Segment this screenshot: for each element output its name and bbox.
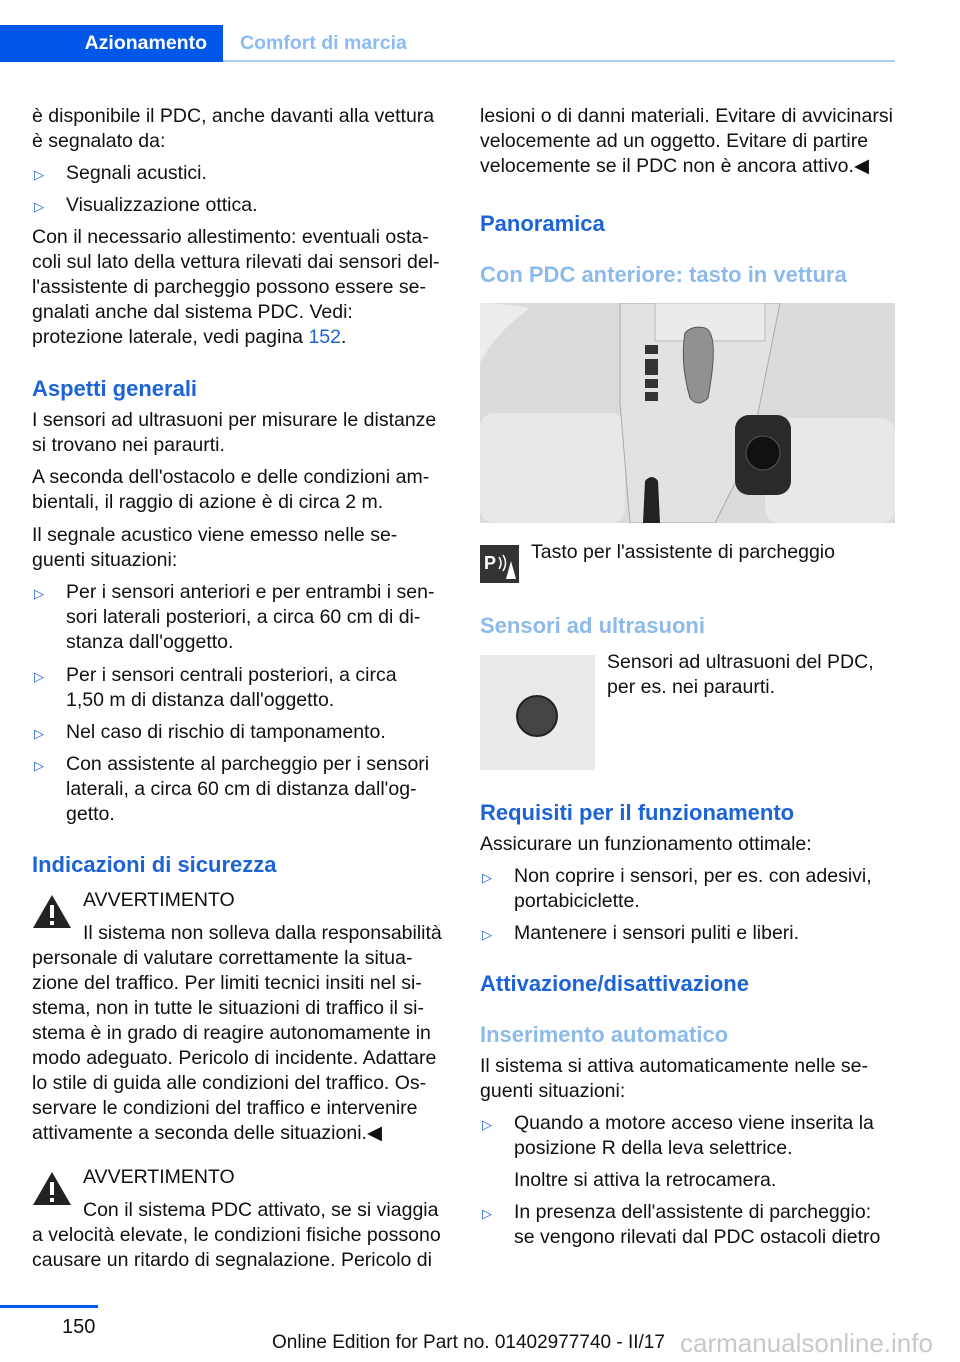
bullet-icon: ▷ (34, 669, 44, 684)
console-illustration (480, 303, 895, 523)
page-number: 150 (62, 1316, 96, 1338)
paragraph: I sensori ad ultrasuoni per misurare le distanze si trovano nei paraurti. (32, 409, 437, 456)
warning-text: Con il sistema PDC attivato, se si viaggia (83, 1199, 439, 1221)
ultrasonic-sensor-image (480, 655, 595, 770)
bullet-icon: ▷ (34, 167, 44, 182)
paragraph: Assicurare un funzionamento ottimale: (480, 833, 812, 855)
paragraph: Sensori ad ultrasuoni del PDC, per es. nei paraurti. (607, 651, 874, 698)
warning-text: Il sistema non solleva dalla responsabilità (83, 922, 442, 944)
bullet-icon: ▷ (34, 586, 44, 601)
watermark: carmanualsonline.info (680, 1328, 933, 1358)
paragraph: è disponibile il PDC, anche davanti alla vettura è segnalato da: (32, 105, 435, 152)
bullet-icon: ▷ (482, 1206, 492, 1221)
edition-info: Online Edition for Part no. 01402977740 - II/17 (272, 1332, 665, 1353)
heading-inserimento-automatico: Inserimento automatico (480, 1022, 729, 1047)
list-item: In presenza dell'assistente di parcheggio: se vengono rilevati dal PDC ostacoli dietro (514, 1201, 881, 1248)
list-item: Segnali acustici. (66, 162, 207, 184)
bullet-icon: ▷ (482, 927, 492, 942)
paragraph: Il segnale acustico viene emesso nelle se- guenti situazioni: (32, 524, 398, 571)
heading-sensori-ad-ultrasuoni: Sensori ad ultrasuoni (480, 613, 705, 638)
warning-title: AVVERTIMENTO (83, 889, 235, 911)
warning-text: personale di valutare correttamente la situa- zione del traffico. Per limiti tecnici insiti nel si- stema, non in tutte le situazioni di traffico il si- stema è in grado di reagire autonomamente in modo adeguato. Pericolo di incidente. Adattare lo stile di guida alle condizioni del traffico. Os- servare le condizioni del traffico e intervenire attivamente a seconda delle situazioni.◀ (32, 947, 437, 1144)
image-caption: Tasto per l'assistente di parcheggio (531, 541, 835, 563)
list-item: Non coprire i sensori, per es. con adesivi, portabiciclette. (514, 865, 872, 912)
bullet-icon: ▷ (482, 1117, 492, 1132)
tab-comfort-di-marcia[interactable]: Comfort di marcia (240, 32, 407, 54)
punct: . (340, 326, 347, 348)
header-divider (223, 60, 895, 62)
paragraph-text: Con il necessario allestimento: eventuali osta- coli sul lato della vettura rilevati dai sensori del- l'assistente di parcheggio possono essere se- gnalati anche dal sistema PDC. Vedi: protezione laterale, vedi pagina (32, 226, 440, 348)
list-item: Mantenere i sensori puliti e liberi. (514, 922, 800, 944)
list-item: Per i sensori centrali posteriori, a circa 1,50 m di distanza dall'oggetto. (66, 664, 397, 711)
bullet-icon: ▷ (34, 726, 44, 741)
park-assist-button-icon (480, 545, 519, 583)
heading-panoramica: Panoramica (480, 211, 605, 236)
heading-aspetti-generali: Aspetti generali (32, 376, 198, 401)
list-item: Quando a motore acceso viene inserita la posizione R della leva selettrice. (514, 1112, 874, 1159)
heading-indicazioni-di-sicurezza: Indicazioni di sicurezza (32, 852, 277, 877)
tab-azionamento[interactable]: Azionamento (0, 25, 223, 62)
list-item: Per i sensori anteriori e per entrambi i sen- sori laterali posteriori, a circa 60 cm di di- stanza dall'oggetto. (66, 581, 435, 653)
svg-text:P: P (484, 553, 497, 573)
bullet-icon: ▷ (34, 199, 44, 214)
paragraph (32, 225, 440, 350)
warning-triangle-icon (32, 893, 72, 929)
paragraph: Il sistema si attiva automaticamente nelle se- guenti situazioni: (480, 1055, 869, 1102)
list-item: Con assistente al parcheggio per i sensori laterali, a circa 60 cm di distanza dall'og- getto. (66, 753, 430, 825)
heading-requisiti: Requisiti per il funzionamento (480, 800, 795, 825)
paragraph: A seconda dell'ostacolo e delle condizioni am- bientali, il raggio di azione è di circa 2 m. (32, 466, 430, 513)
warning-text: a velocità elevate, le condizioni fisiche possono causare un ritardo di segnalazione. Pericolo di (32, 1224, 441, 1271)
paragraph: lesioni o di danni materiali. Evitare di avvicinarsi velocemente ad un oggetto. Evitare di partire velocemente se il PDC non è ancora attivo.◀ (480, 105, 893, 177)
list-item: Nel caso di rischio di tamponamento. (66, 721, 386, 743)
warning-title: AVVERTIMENTO (83, 1166, 235, 1188)
list-item-note: Inoltre si attiva la retrocamera. (514, 1169, 777, 1191)
warning-triangle-icon (32, 1170, 72, 1206)
heading-con-pdc-anteriore: Con PDC anteriore: tasto in vettura (480, 262, 847, 287)
bullet-icon: ▷ (34, 758, 44, 773)
footer-accent-line (0, 1305, 98, 1308)
bullet-icon: ▷ (482, 870, 492, 885)
heading-attivazione: Attivazione/disattivazione (480, 971, 749, 996)
list-item: Visualizzazione ottica. (66, 194, 258, 216)
page-link-152[interactable]: 152 (308, 326, 341, 348)
